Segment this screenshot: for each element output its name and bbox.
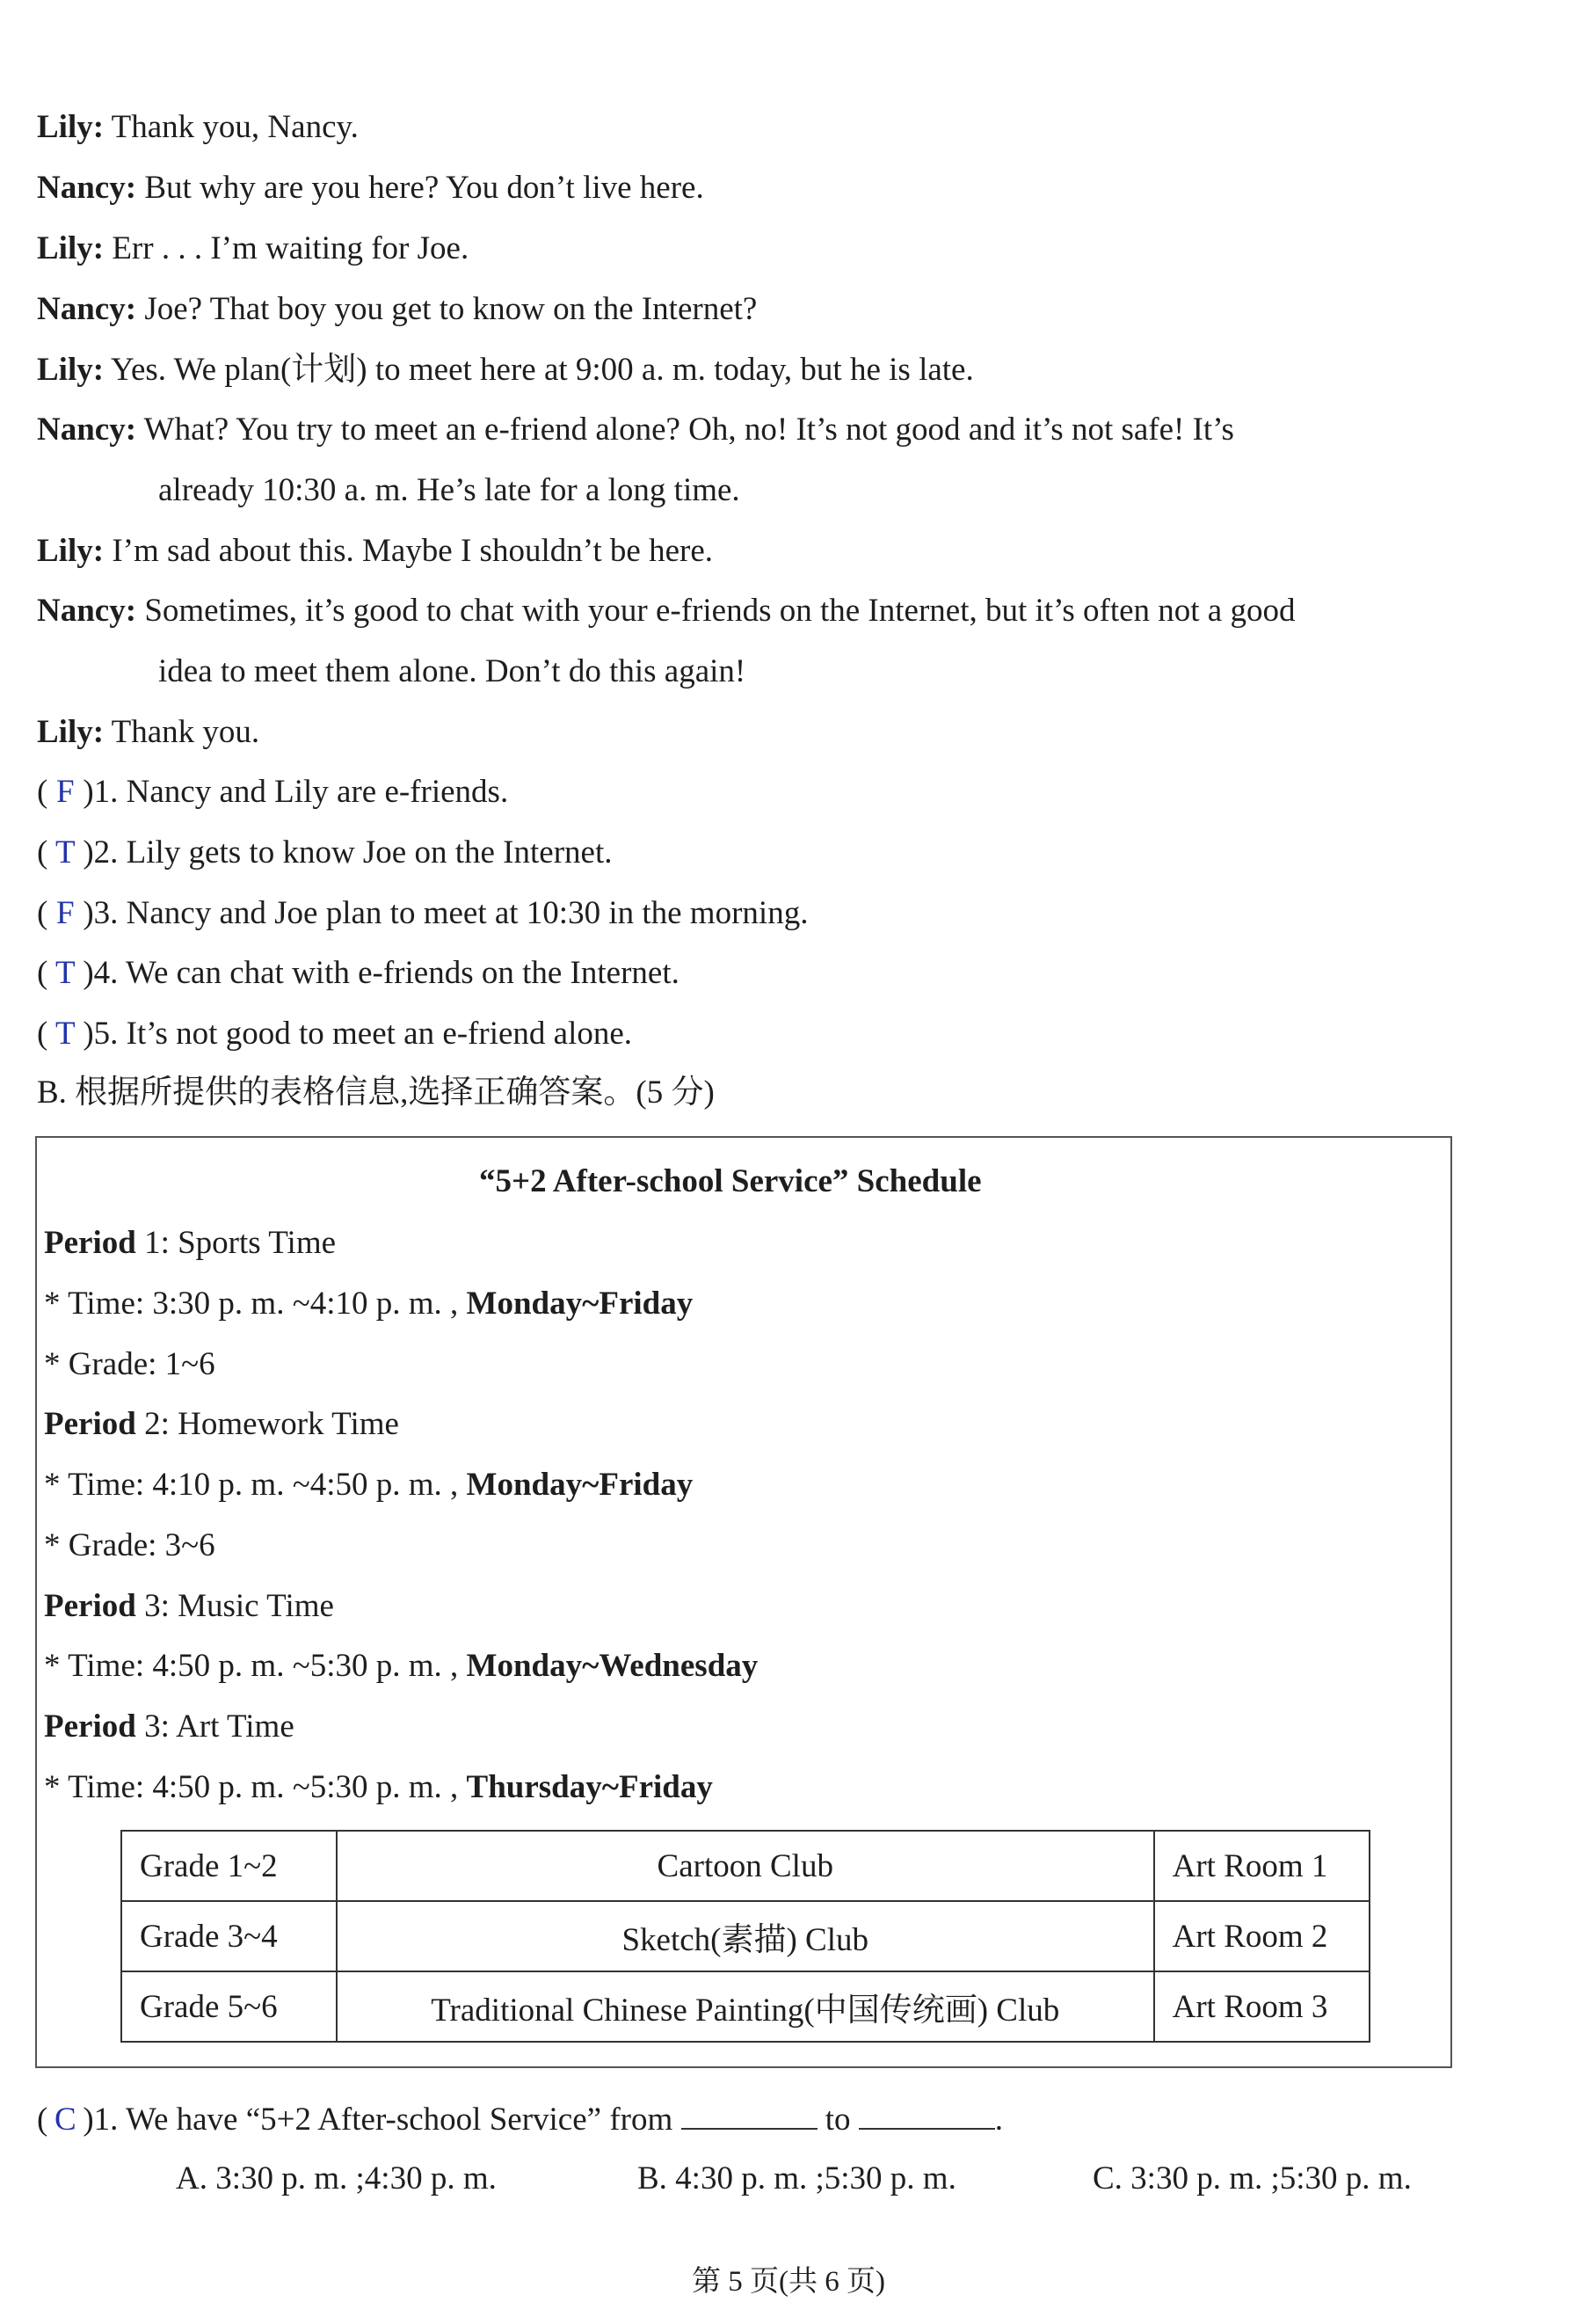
schedule-detail: * Time: 4:50 p. m. ~5:30 p. m. ,	[44, 1648, 467, 1684]
dialogue-text: Thank you.	[104, 714, 260, 750]
mc-option-b: B. 4:30 p. m. ;5:30 p. m.	[637, 2160, 956, 2197]
dialogue-line	[158, 470, 740, 511]
speaker-colon: :	[125, 412, 137, 448]
dialogue-line	[37, 410, 1234, 450]
speaker-colon: :	[92, 533, 105, 569]
tf-question	[37, 772, 508, 812]
dialogue-line	[37, 350, 974, 390]
club-grade: Grade 3~4	[121, 1901, 337, 1971]
tf-answer: T	[55, 1016, 76, 1052]
schedule-detail: * Time: 4:50 p. m. ~5:30 p. m. ,	[44, 1769, 467, 1805]
schedule-line	[44, 1646, 758, 1687]
speaker-name: Lily	[37, 352, 93, 388]
schedule-line	[44, 1526, 215, 1566]
tf-answer: T	[55, 834, 76, 871]
schedule-period-name: 3: Music Time	[135, 1588, 334, 1624]
speaker-name: Lily	[37, 533, 93, 569]
mc-option-c: C. 3:30 p. m. ;5:30 p. m.	[1093, 2160, 1412, 2197]
table-row	[121, 1901, 1370, 1971]
dialogue-text: I’m sad about this. Maybe I shouldn’t be here.	[104, 533, 713, 569]
dialogue-line	[37, 229, 469, 269]
schedule-period-name: 2: Homework Time	[135, 1406, 399, 1442]
section-b-heading: B. 根据所提供的表格信息,选择正确答案。(5 分)	[37, 1075, 715, 1111]
club-name: Cartoon Club	[337, 1831, 1154, 1901]
tf-answer: T	[55, 955, 76, 991]
schedule-detail: * Grade: 3~6	[44, 1527, 215, 1563]
schedule-bold: Monday~Friday	[466, 1467, 694, 1503]
dialogue-line	[37, 591, 1295, 631]
tf-question-text: )1. Nancy and Lily are e-friends.	[83, 774, 509, 810]
tf-answer: F	[56, 774, 75, 810]
schedule-line	[44, 1284, 693, 1324]
dialogue-line	[37, 712, 259, 753]
schedule-detail: * Time: 4:10 p. m. ~4:50 p. m. ,	[44, 1467, 467, 1503]
schedule-line	[44, 1465, 693, 1505]
club-name: Traditional Chinese Painting(中国传统画) Club	[337, 1971, 1154, 2042]
speaker-name: Lily	[37, 109, 93, 145]
club-name: Sketch(素描) Club	[337, 1901, 1154, 1971]
mc-option-a: A. 3:30 p. m. ;4:30 p. m.	[176, 2160, 497, 2197]
mc-answer: C	[54, 2102, 76, 2138]
speaker-name: Lily	[37, 230, 93, 266]
dialogue-text: Yes. We plan(计划) to meet here at 9:00 a. m. today, but he is late.	[104, 352, 974, 388]
dialogue-text: idea to meet them alone. Don’t do this again!	[158, 653, 746, 689]
mc-question-text: )1. We have “5+2 After-school Service” from	[83, 2102, 673, 2138]
schedule-detail: * Time: 3:30 p. m. ~4:10 p. m. ,	[44, 1286, 467, 1322]
club-table	[120, 1830, 1370, 2043]
dialogue-text: already 10:30 a. m. He’s late for a long time.	[158, 472, 740, 508]
tf-question	[37, 1014, 632, 1054]
tf-question	[37, 833, 612, 873]
schedule-line	[44, 1344, 215, 1385]
paren-open: (	[37, 774, 48, 810]
schedule-title: “5+2 After-school Service” Schedule	[479, 1163, 982, 1199]
tf-question-text: )3. Nancy and Joe plan to meet at 10:30 in the morning.	[83, 895, 809, 931]
schedule-detail: * Grade: 1~6	[44, 1346, 215, 1382]
mc-question: ( C )1. We have “5+2 After-school Service” from to .	[37, 2098, 1003, 2140]
dialogue-text: Thank you, Nancy.	[104, 109, 359, 145]
tf-question-text: )2. Lily gets to know Joe on the Internet.	[83, 834, 613, 871]
schedule-bold: Thursday~Friday	[466, 1769, 713, 1805]
tf-question	[37, 893, 808, 934]
speaker-colon: :	[92, 109, 105, 145]
club-room: Art Room 3	[1154, 1971, 1370, 2042]
speaker-colon: :	[125, 593, 137, 629]
club-room: Art Room 1	[1154, 1831, 1370, 1901]
dialogue-text: But why are you here? You don’t live here.	[136, 170, 704, 206]
dialogue-line	[37, 289, 757, 330]
speaker-name: Nancy	[37, 412, 126, 448]
dialogue-line	[158, 652, 745, 692]
table-row	[121, 1831, 1370, 1901]
club-grade: Grade 1~2	[121, 1831, 337, 1901]
schedule-line	[44, 1707, 294, 1747]
dialogue-text: Sometimes, it’s good to chat with your e-friends on the Internet, but it’s often not a good	[136, 593, 1296, 629]
schedule-period-name: 3: Art Time	[135, 1708, 294, 1745]
paren-open: (	[37, 895, 48, 931]
schedule-bold: Period	[44, 1588, 136, 1624]
schedule-bold: Period	[44, 1406, 136, 1442]
dialogue-line	[37, 531, 713, 572]
paren-open: (	[37, 834, 48, 871]
table-row	[121, 1971, 1370, 2042]
schedule-line	[44, 1586, 334, 1627]
schedule-period-name: 1: Sports Time	[135, 1225, 337, 1261]
speaker-colon: :	[125, 170, 137, 206]
speaker-name: Nancy	[37, 593, 126, 629]
paren-open: (	[37, 955, 48, 991]
schedule-bold: Monday~Wednesday	[466, 1648, 759, 1684]
dialogue-line	[37, 168, 704, 208]
page-footer: 第 5 页(共 6 页)	[692, 2266, 885, 2298]
speaker-colon: :	[125, 291, 137, 327]
paren-open: (	[37, 2102, 48, 2138]
mc-question-to: to	[825, 2102, 851, 2138]
answer-blank[interactable]	[859, 2098, 995, 2130]
speaker-name: Lily	[37, 714, 93, 750]
schedule-bold: Period	[44, 1225, 136, 1261]
speaker-colon: :	[92, 352, 105, 388]
paren-open: (	[37, 1016, 48, 1052]
schedule-line	[44, 1404, 399, 1445]
speaker-colon: :	[92, 230, 105, 266]
speaker-name: Nancy	[37, 170, 126, 206]
speaker-colon: :	[92, 714, 105, 750]
tf-question-text: )5. It’s not good to meet an e-friend alone.	[83, 1016, 633, 1052]
dialogue-text: Joe? That boy you get to know on the Internet?	[136, 291, 758, 327]
club-grade: Grade 5~6	[121, 1971, 337, 2042]
schedule-line	[44, 1767, 713, 1808]
dialogue-text: Err . . . I’m waiting for Joe.	[104, 230, 469, 266]
club-room: Art Room 2	[1154, 1901, 1370, 1971]
schedule-bold: Monday~Friday	[466, 1286, 694, 1322]
tf-question-text: )4. We can chat with e-friends on the Internet.	[83, 955, 679, 991]
schedule-line	[44, 1223, 336, 1264]
dialogue-text: What? You try to meet an e-friend alone? Oh, no! It’s not good and it’s not safe! It’s	[136, 412, 1234, 448]
tf-answer: F	[56, 895, 75, 931]
tf-question	[37, 953, 679, 994]
dialogue-line	[37, 107, 359, 148]
answer-blank[interactable]	[681, 2098, 818, 2130]
speaker-name: Nancy	[37, 291, 126, 327]
schedule-bold: Period	[44, 1708, 136, 1745]
